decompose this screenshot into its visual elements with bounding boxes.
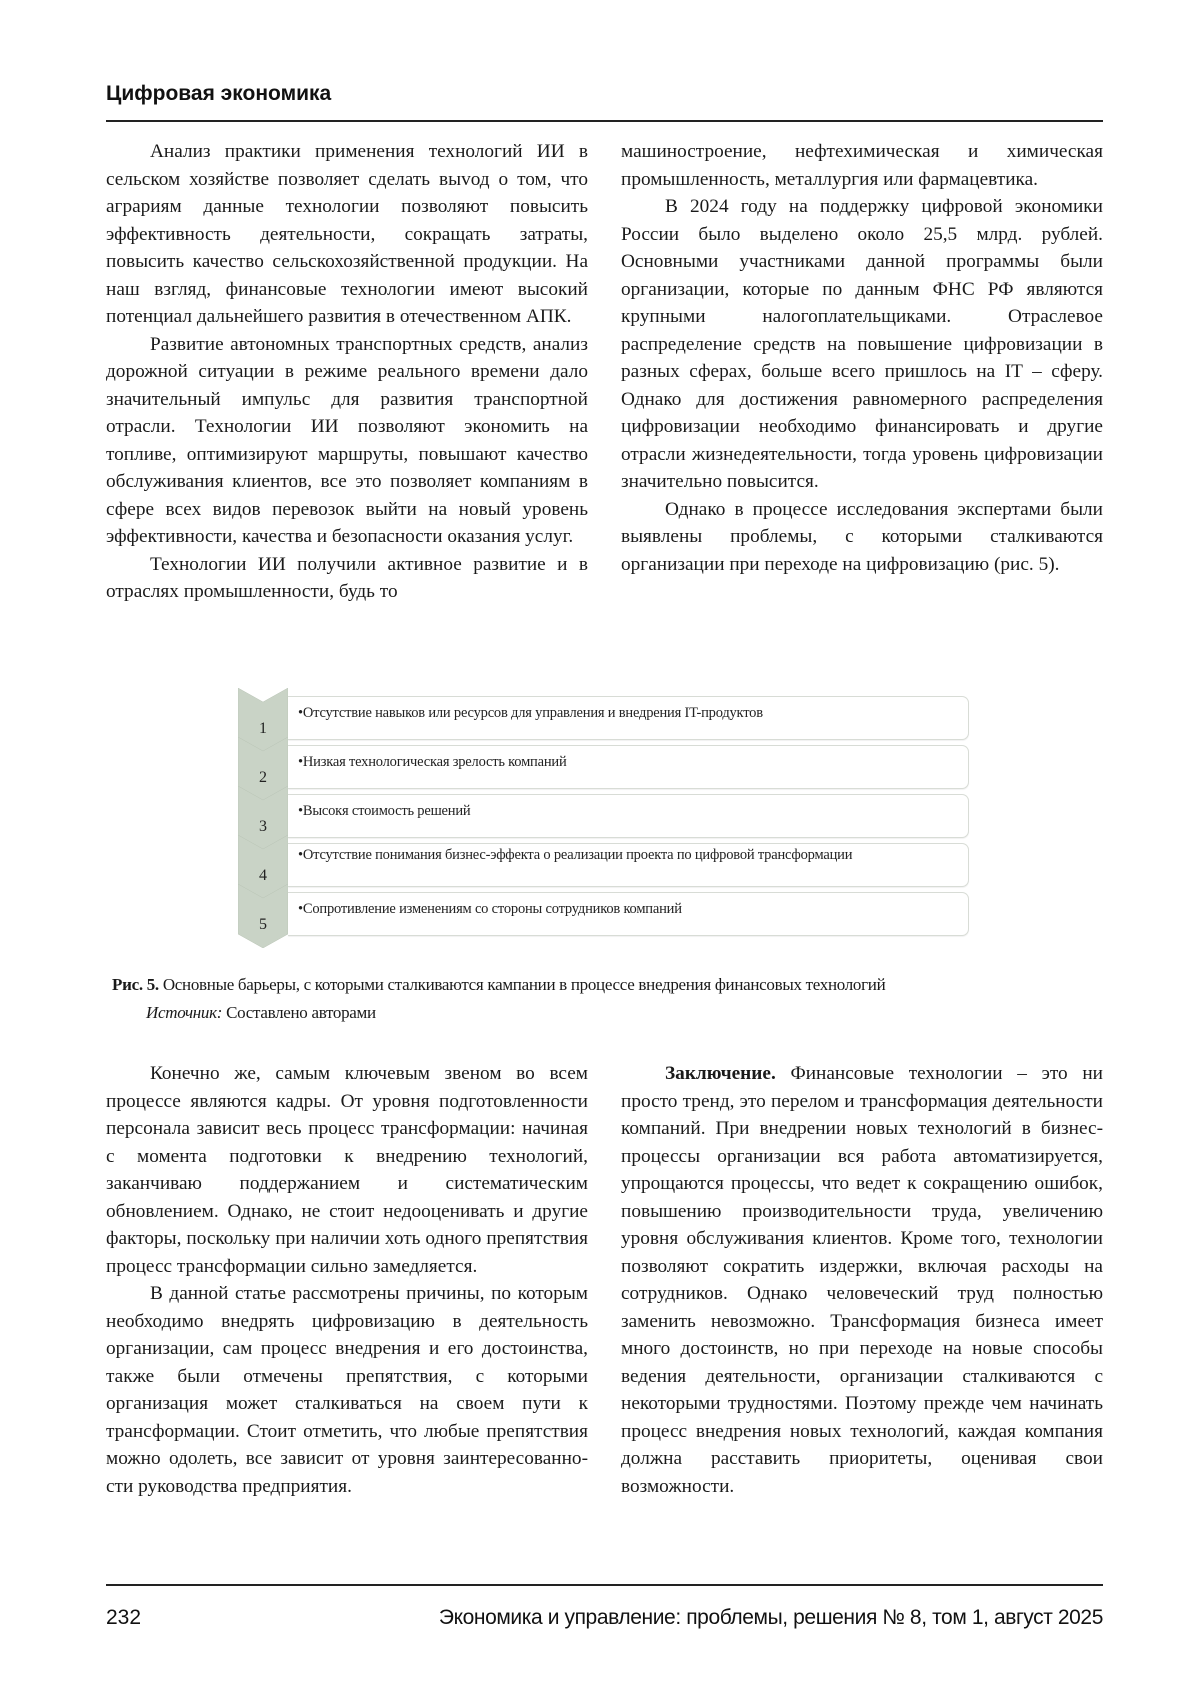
paragraph: машиностроение, нефтехимическая и химическая промышленность, металлургия или фармацевтика. bbox=[621, 141, 1103, 190]
barrier-text: •Высокя стоимость решений bbox=[298, 803, 471, 819]
step-number: 5 bbox=[259, 916, 267, 933]
paragraph: Конечно же, самым ключевым звеном во всем процессе являются кадры. От уровня подготовленности персонала зависит весь процесс трансформации: начиная с момента подготовки к внедрению технологий, заканчиваю поддержанием и систематическим обновлением. Однако, не стоит недооценивать и другие факторы, поскольку при наличии хоть одного препятствия процесс трансформации сильно замедляется. bbox=[106, 1063, 588, 1277]
paragraph: В данной статье рассмотрены причины, по которым необходимо внедрять цифровизацию в деятельность организации, сам процесс внедрения и его достоинства, также были отмечены препятствия, с которыми организация может сталкиваться на своем пути к трансформации. Стоит отметить, что любые препятствия можно одолеть, все зависит от уровня заинтересованности руководства предприятия. bbox=[106, 1283, 588, 1497]
paragraph: Анализ практики применения технологий ИИ в сельском хозяйстве позволяет сделать выvод о том, что аграриям данные технологии позволяют повысить эффективность деятельности, сокращать затраты, повысить качество сельскохозяйственной продукции. На наш взгляд, финансовые технологии имеют высокий потенциал дальнейшего развития в отечественном АПК. bbox=[106, 141, 588, 327]
step-number: 3 bbox=[259, 818, 267, 835]
journal-citation: Экономика и управление: проблемы, решения № 8, том 1, август 2025 bbox=[438, 1606, 1103, 1629]
barrier-item bbox=[238, 892, 978, 940]
barrier-box bbox=[288, 696, 969, 740]
figure-source bbox=[146, 1003, 376, 1023]
section-title: Цифровая экономика bbox=[106, 82, 332, 105]
column-left-top bbox=[106, 138, 588, 606]
barrier-box bbox=[288, 892, 969, 936]
barrier-item bbox=[238, 794, 978, 842]
figure-barriers-diagram bbox=[238, 696, 978, 956]
paragraph: Технологии ИИ получили активное развитие и в отраслях промышленности, будь то bbox=[106, 553, 588, 602]
header-rule bbox=[106, 120, 1103, 122]
barrier-text: •Сопротивление изменениям со стороны сотрудников компаний bbox=[298, 901, 682, 917]
barrier-text: •Отсутствие понимания бизнес-эффекта о реализации проекта по цифровой трансформации bbox=[298, 847, 853, 863]
barrier-item bbox=[238, 843, 978, 891]
barrier-box bbox=[288, 745, 969, 789]
conclusion-paragraph bbox=[621, 1060, 1103, 1500]
barrier-item bbox=[238, 696, 978, 744]
barrier-box bbox=[288, 843, 969, 887]
barrier-item bbox=[238, 745, 978, 793]
barrier-box bbox=[288, 794, 969, 838]
barrier-text: •Отсутствие навыков или ресурсов для управления и внедрения IT-продуктов bbox=[298, 705, 763, 721]
caption-label: Рис. 5. bbox=[112, 975, 159, 994]
paragraph: В 2024 году на поддержку цифровой экономики России было выделено около 25,5 млрд. рублей. Основными участниками данной программы были организации, которые по данным ФНС РФ являются крупными налогоплательщиками. Отраслевое распределение средств на повышение цифровизации в разных сферах, больше всего пришлось на IT – сферу. Однако для достижения равномерного распределения цифровизации необходимо финансировать и другие отрасли жизнедеятельности, тогда уровень цифровизации значительно повысится. bbox=[621, 196, 1103, 492]
paragraph: Однако в процессе исследования экспертами были выявлены проблемы, с которыми сталкиваются организации при переходе на цифровизацию (рис. 5). bbox=[621, 498, 1103, 575]
step-number: 4 bbox=[259, 867, 267, 884]
barrier-text: •Низкая технологическая зрелость компаний bbox=[298, 754, 567, 770]
column-right-bottom bbox=[621, 1060, 1103, 1500]
source-label: Источник: bbox=[146, 1003, 223, 1022]
conclusion-text: Финансовые технологии – это ни просто тренд, это перелом и трансформация деятельности компаний. При внедрении новых технологий в бизнес-процессы организации вся работа автоматизируется, упрощаются процессы, что ведет к сокращению ошибок, повышению производительности труда, увеличению уровня обслуживания клиентов. Кроме того, технологии позволяют сократить издержки, включая расходы на сотрудников. Однако человеческий труд полностью заменить невозможно. Трансформация бизнеса имеет много достоинств, но при переходе на новые способы ведения деятельности, организации сталкиваются с некоторыми трудностями. Поэтому прежде чем начинать процесс внедрения новых технологий, каждая компания должна расставить приоритеты, оценивая свои возможности. bbox=[621, 1063, 1103, 1497]
step-number: 2 bbox=[259, 769, 267, 786]
page-number: 232 bbox=[106, 1606, 142, 1629]
conclusion-heading: Заключение. bbox=[665, 1063, 776, 1084]
figure-caption bbox=[112, 975, 885, 995]
source-text: Составлено авторами bbox=[222, 1003, 376, 1022]
step-number: 1 bbox=[259, 720, 267, 737]
column-left-bottom bbox=[106, 1060, 588, 1500]
paragraph: Развитие автономных транспортных средств, анализ дорожной ситуации в режиме реального времени дало значительный импульс для развития транспортной отрасли. Технологии ИИ позволяют экономить на топливе, оптимизируют маршруты, повышают качество обслуживания клиентов, все это позволяет компаниям в сфере всех видов перевозок выйти на новый уровень эффективности, качества и безопасности оказания услуг. bbox=[106, 333, 588, 547]
column-right-top bbox=[621, 138, 1103, 578]
footer-rule bbox=[106, 1584, 1103, 1586]
caption-text: Основные барьеры, с которыми сталкиваются кампании в процессе внедрения финансовых технологий bbox=[158, 975, 886, 994]
